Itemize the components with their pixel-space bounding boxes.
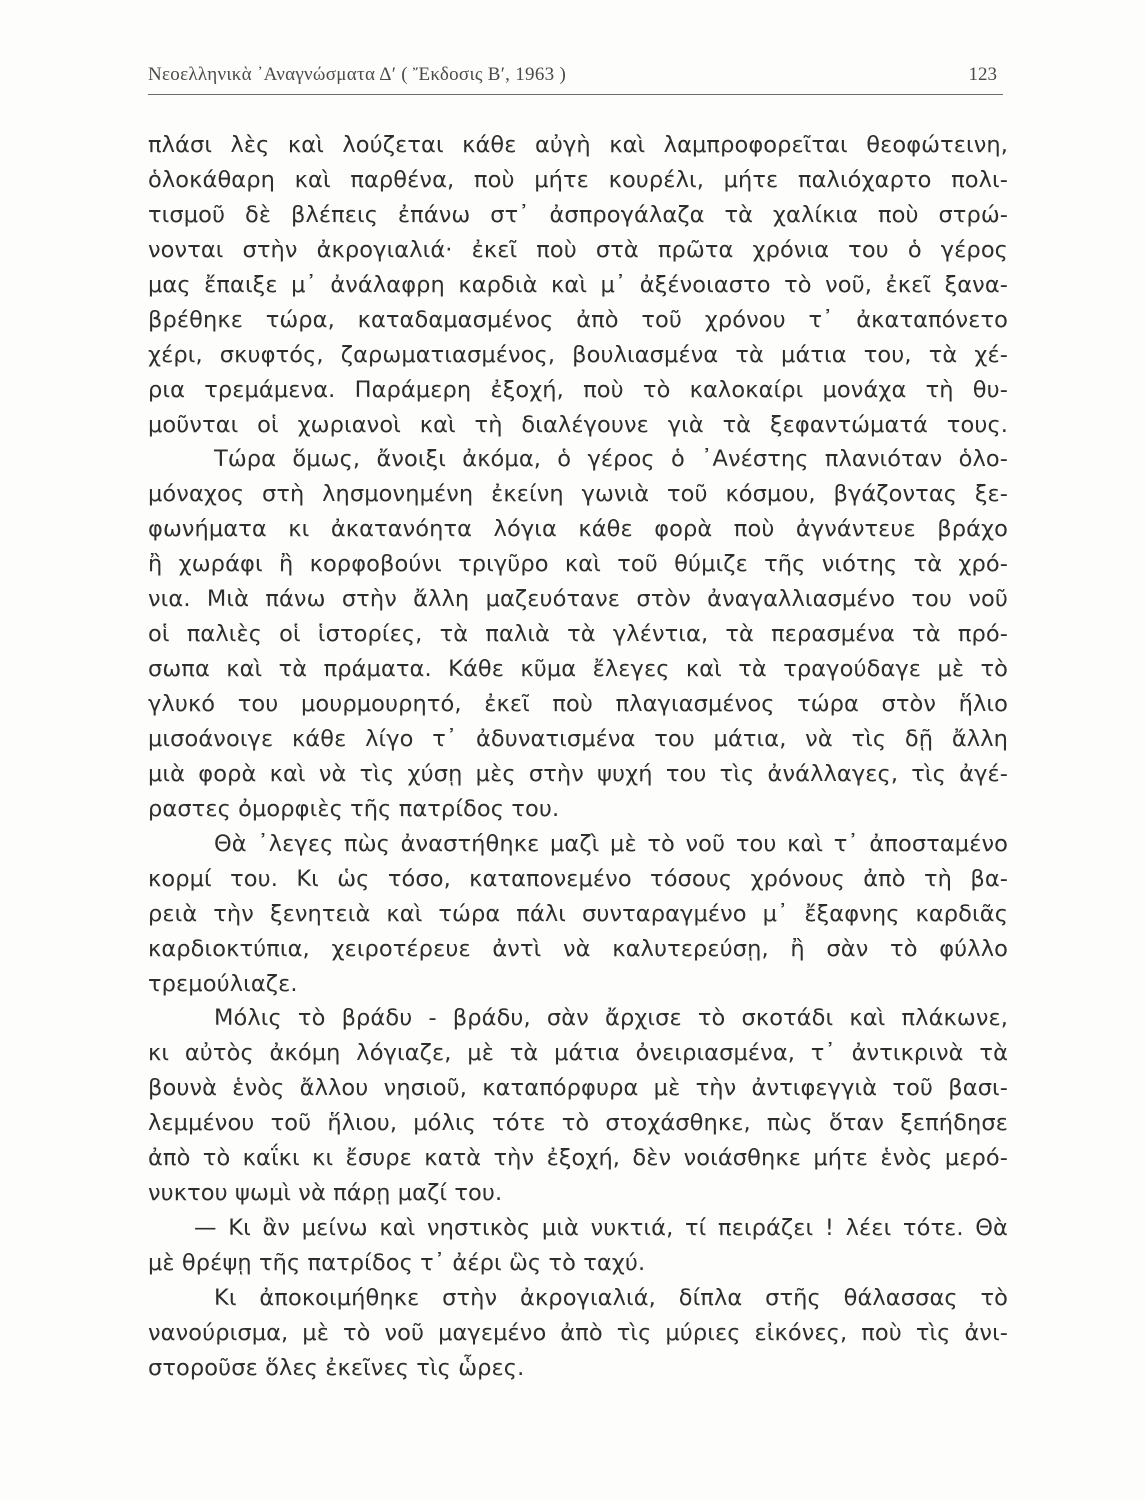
text-line: μισοάνοιγε κάθε λίγο τ᾿ ἀδυνατισμένα του μάτια, νὰ τὶς δῇ ἄλλη — [148, 725, 1008, 752]
text-line: στοροῦσε ὅλες ἐκεῖνες τὶς ὧρες. — [148, 1354, 525, 1381]
text-line: ἀπὸ τὸ καΐκι κι ἔσυρε κατὰ τὴν ἐξοχή, δὲν νοιάσθηκε μήτε ἑνὸς μερό- — [148, 1145, 1008, 1172]
text-line: Μόλις τὸ βράδυ - βράδυ, σὰν ἄρχισε τὸ σκοτάδι καὶ πλάκωνε, — [214, 1005, 1008, 1032]
text-line: Κι ἀποκοιμήθηκε στὴν ἀκρογιαλιά, δίπλα στῆς θάλασσας τὸ — [214, 1284, 1008, 1311]
text-line: πλάσι λὲς καὶ λούζεται κάθε αὐγὴ καὶ λαμπροφορεῖται θεοφώτεινη, — [148, 132, 1008, 158]
text-line: χέρι, σκυφτός, ζαρωματιασμένος, βουλιασμένα τὰ μάτια του, τὰ χέ- — [148, 341, 1008, 368]
text-line: λεμμένου τοῦ ἥλιου, μόλις τότε τὸ στοχάσθηκε, πὼς ὅταν ξεπήδησε — [148, 1110, 1008, 1137]
text-line: μόναχος στὴ λησμονημένη ἐκείνη γωνιὰ τοῦ κόσμου, βγάζοντας ξε- — [148, 481, 1008, 508]
text-line: σωπα καὶ τὰ πράματα. Κάθε κῦμα ἔλεγες καὶ τὰ τραγούδαγε μὲ τὸ — [148, 656, 1008, 683]
text-line: ἢ χωράφι ἢ κορφοβούνι τριγῦρο καὶ τοῦ θύμιζε τῆς νιότης τὰ χρό- — [148, 551, 1008, 578]
header-title: Νεοελληνικὰ ᾿Αναγνώσματα Δ′ ( Ἔκδοσις Β′, 1963 ) — [148, 64, 567, 85]
text-line: κορμί του. Κι ὡς τόσο, καταπονεμένο τόσους χρόνους ἀπὸ τὴ βα- — [148, 865, 1008, 892]
text-line: βουνὰ ἑνὸς ἄλλου νησιοῦ, καταπόρφυρα μὲ τὴν ἀντιφεγγιὰ τοῦ βασι- — [148, 1075, 1008, 1102]
text-line: Θὰ ᾿λεγες πὼς ἀναστήθηκε μαζὶ μὲ τὸ νοῦ του καὶ τ᾿ ἀποσταμένο — [214, 830, 1008, 857]
text-line: ρειὰ τὴν ξενητειὰ καὶ τώρα πάλι συνταραγμένο μ᾿ ἔξαφνης καρδιᾶς — [148, 900, 1008, 927]
text-line: ὁλοκάθαρη καὶ παρθένα, ποὺ μήτε κουρέλι, μήτε παλιόχαρτο πολι- — [148, 166, 1008, 193]
text-line: φωνήματα κι ἀκατανόητα λόγια κάθε φορὰ ποὺ ἀγνάντευε βράχο — [148, 516, 1008, 543]
text-line: — Κι ἂν μείνω καὶ νηστικὸς μιὰ νυκτιά, τί πειράζει ! λέει τότε. Θὰ — [194, 1215, 1008, 1242]
text-line: ρια τρεμάμενα. Παράμερη ἐξοχή, ποὺ τὸ καλοκαίρι μονάχα τὴ θυ- — [148, 376, 1008, 403]
text-line: νανούρισμα, μὲ τὸ νοῦ μαγεμένο ἀπὸ τὶς μύριες εἰκόνες, ποὺ τὶς ἀνι- — [148, 1319, 1008, 1346]
text-line: τρεμούλιαζε. — [148, 970, 298, 997]
text-line: μὲ θρέψῃ τῆς πατρίδος τ᾿ ἀέρι ὣς τὸ ταχύ. — [148, 1250, 646, 1276]
text-line: νονται στὴν ἀκρογιαλιά· ἐκεῖ ποὺ στὰ πρῶτα χρόνια του ὁ γέρος — [148, 236, 1008, 263]
text-line: μας ἔπαιξε μ᾿ ἀνάλαφρη καρδιὰ καὶ μ᾿ ἀξένοιαστο τὸ νοῦ, ἐκεῖ ξανα- — [148, 271, 1008, 298]
text-line: κι αὐτὸς ἀκόμη λόγιαζε, μὲ τὰ μάτια ὀνειριασμένα, τ᾿ ἀντικρινὰ τὰ — [148, 1040, 1008, 1067]
text-line: γλυκό του μουρμουρητό, ἐκεῖ ποὺ πλαγιασμένος τώρα στὸν ἥλιο — [148, 691, 1008, 717]
text-line: βρέθηκε τώρα, καταδαμασμένος ἀπὸ τοῦ χρόνου τ᾿ ἀκαταπόνετο — [148, 306, 1008, 333]
text-line: μοῦνται οἱ χωριανοὶ καὶ τὴ διαλέγουνε γιὰ τὰ ξεφαντώματά τους. — [148, 411, 1008, 438]
text-line: τισμοῦ δὲ βλέπεις ἐπάνω στ᾿ ἀσπρογάλαζα τὰ χαλίκια ποὺ στρώ- — [148, 201, 1008, 228]
text-line: ραστες ὀμορφιὲς τῆς πατρίδος του. — [148, 795, 560, 822]
running-header — [148, 56, 1003, 95]
text-line: μιὰ φορὰ καὶ νὰ τὶς χύσῃ μὲς στὴν ψυχή του τὶς ἀνάλλαγες, τὶς ἀγέ- — [148, 760, 1008, 787]
text-line: νυκτου ψωμὶ νὰ πάρῃ μαζί του. — [148, 1180, 503, 1207]
text-line: νια. Μιὰ πάνω στὴν ἄλλη μαζευότανε στὸν ἀναγαλλιασμένο του νοῦ — [148, 586, 1008, 613]
text-line: οἱ παλιὲς οἱ ἱστορίες, τὰ παλιὰ τὰ γλέντια, τὰ περασμένα τὰ πρό- — [148, 621, 1008, 648]
text-line: Τώρα ὅμως, ἄνοιξι ἀκόμα, ὁ γέρος ὁ ᾿Ανέστης πλανιόταν ὁλο- — [214, 446, 1008, 473]
body-text — [148, 128, 1008, 1386]
text-line: καρδιοκτύπια, χειροτέρευε ἀντὶ νὰ καλυτερεύσῃ, ἢ σὰν τὸ φύλλο — [148, 935, 1008, 962]
page-number: 123 — [968, 64, 997, 85]
